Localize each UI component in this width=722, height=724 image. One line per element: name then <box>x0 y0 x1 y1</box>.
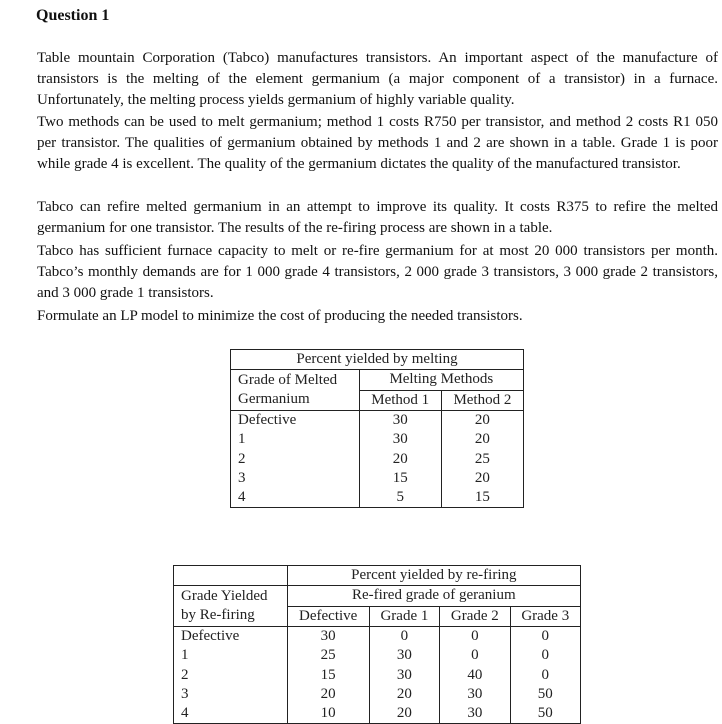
row-label: 2 <box>231 449 360 468</box>
table-row <box>174 685 581 704</box>
table-cell: 40 <box>440 665 510 684</box>
column-header: Defective <box>287 606 369 626</box>
row-label: Defective <box>231 410 360 430</box>
table-cell: 25 <box>441 449 523 468</box>
table-cell: 20 <box>359 449 441 468</box>
table-cell: 30 <box>359 430 441 449</box>
row-label: 4 <box>231 488 360 508</box>
table-cell: 15 <box>287 665 369 684</box>
table-cell: 30 <box>440 685 510 704</box>
table-cell: 30 <box>369 646 439 665</box>
table-cell: 20 <box>441 430 523 449</box>
group-header: Melting Methods <box>359 370 523 390</box>
paragraph-refiring: Tabco can refire melted germanium in an attempt to improve its quality. It costs R375 to refire the melted germanium for one transistor. The results of the re-firing process are shown in a table. <box>37 199 718 236</box>
table-cell: 25 <box>287 646 369 665</box>
row-label: 2 <box>174 665 288 684</box>
table-cell: 0 <box>510 646 580 665</box>
table-cell: 0 <box>510 665 580 684</box>
table-cell: 0 <box>440 646 510 665</box>
table-cell: 50 <box>510 685 580 704</box>
table-row <box>231 449 524 468</box>
table-cell: 0 <box>440 626 510 646</box>
row-label: 4 <box>174 704 288 724</box>
table-cell: 20 <box>441 410 523 430</box>
table-row <box>174 665 581 684</box>
table-row <box>174 704 581 724</box>
row-header-label: Grade of Melted <box>231 370 360 390</box>
table-cell: 20 <box>287 685 369 704</box>
table-row <box>231 488 524 508</box>
row-label: Defective <box>174 626 288 646</box>
table-row <box>231 410 524 430</box>
question-heading: Question 1 <box>36 7 110 24</box>
paragraph-melting-methods: Two methods can be used to melt germanium; method 1 costs R750 per transistor, and method 2 costs R1 050 per transistor. The qualities of germanium obtained by methods 1 and 2 are shown in a table. Grade 1 is poor while grade 4 is excellent. The quality of the germanium dictates the quality of the manufactured transistor. <box>37 114 718 172</box>
table-cell: 30 <box>369 665 439 684</box>
table-cell: 30 <box>359 410 441 430</box>
table-row <box>231 469 524 488</box>
table-row <box>231 430 524 449</box>
group-header: Re-fired grade of geranium <box>287 586 580 606</box>
column-header: Method 2 <box>441 390 523 410</box>
table-cell: 15 <box>441 488 523 508</box>
table-cell: 20 <box>369 685 439 704</box>
table-cell: 30 <box>287 626 369 646</box>
melting-yield-table <box>230 349 524 508</box>
table-title: Percent yielded by melting <box>231 350 524 370</box>
row-label: 3 <box>174 685 288 704</box>
table-cell: 15 <box>359 469 441 488</box>
paragraph-task: Formulate an LP model to minimize the cost of producing the needed transistors. <box>37 308 523 324</box>
row-label: 1 <box>231 430 360 449</box>
table-cell: 5 <box>359 488 441 508</box>
row-header-label: Germanium <box>231 390 360 410</box>
table-cell: 30 <box>440 704 510 724</box>
table-cell: 10 <box>287 704 369 724</box>
table-cell: 50 <box>510 704 580 724</box>
paragraph-intro: Table mountain Corporation (Tabco) manufactures transistors. An important aspect of the manufacture of transistors is the melting of the element germanium (a major component of a transistor) in a furnace. Unfortunately, the melting process yields germanium of highly variable quality. <box>37 50 718 108</box>
row-label: 3 <box>231 469 360 488</box>
column-header: Grade 1 <box>369 606 439 626</box>
column-header: Method 1 <box>359 390 441 410</box>
table-cell: 20 <box>441 469 523 488</box>
table-cell: 0 <box>369 626 439 646</box>
paragraph-capacity-demand: Tabco has sufficient furnace capacity to melt or re-fire germanium for at most 20 000 transistors per month. Tabco’s monthly demands are for 1 000 grade 4 transistors, 2 000 grade 3 transistors, 3 000 grade 2 transistors, and 3 000 grade 1 transistors. <box>37 243 718 301</box>
row-header-label: by Re-firing <box>174 606 288 626</box>
column-header: Grade 2 <box>440 606 510 626</box>
table-row <box>174 626 581 646</box>
row-label: 1 <box>174 646 288 665</box>
table-cell: 0 <box>510 626 580 646</box>
table-row <box>174 646 581 665</box>
table-cell: 20 <box>369 704 439 724</box>
column-header: Grade 3 <box>510 606 580 626</box>
row-header-label: Grade Yielded <box>174 586 288 606</box>
refiring-yield-table <box>173 565 581 724</box>
table-title: Percent yielded by re-firing <box>287 566 580 586</box>
